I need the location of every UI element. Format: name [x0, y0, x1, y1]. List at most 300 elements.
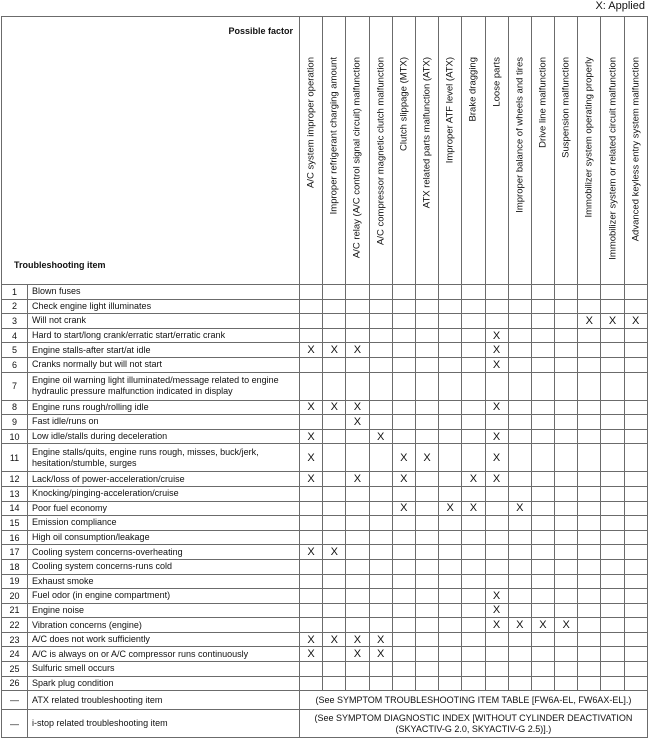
troubleshooting-item: Cooling system concerns-overheating	[28, 545, 300, 560]
empty-cell	[415, 559, 438, 574]
empty-cell	[624, 486, 647, 501]
factor-label: Brake dragging	[467, 57, 479, 122]
empty-cell	[485, 516, 508, 531]
empty-cell	[624, 400, 647, 415]
empty-cell	[555, 328, 578, 343]
empty-cell	[601, 328, 624, 343]
factor-label: Suspension malfunction	[560, 57, 572, 158]
empty-cell	[601, 372, 624, 400]
troubleshooting-item-label: Troubleshooting item	[14, 260, 106, 270]
empty-cell	[369, 314, 392, 329]
table-row	[2, 501, 648, 516]
row-number: 15	[2, 516, 28, 531]
applied-mark: X	[392, 444, 415, 472]
applied-mark: X	[369, 632, 392, 647]
empty-cell	[624, 299, 647, 314]
header-corner-cell	[2, 17, 300, 285]
empty-cell	[624, 343, 647, 358]
table-row	[2, 444, 648, 472]
empty-cell	[485, 285, 508, 300]
empty-cell	[485, 676, 508, 691]
empty-cell	[392, 530, 415, 545]
empty-cell	[462, 328, 485, 343]
applied-mark: X	[415, 444, 438, 472]
empty-cell	[578, 429, 601, 444]
empty-cell	[369, 486, 392, 501]
empty-cell	[369, 662, 392, 677]
empty-cell	[300, 357, 323, 372]
empty-cell	[578, 559, 601, 574]
factor-label: A/C system improper operation	[305, 57, 317, 188]
empty-cell	[346, 314, 369, 329]
empty-cell	[508, 444, 531, 472]
troubleshooting-item: Emission compliance	[28, 516, 300, 531]
table-row	[2, 676, 648, 691]
empty-cell	[555, 647, 578, 662]
empty-cell	[392, 314, 415, 329]
empty-cell	[531, 589, 554, 604]
applied-mark: X	[346, 400, 369, 415]
empty-cell	[415, 299, 438, 314]
empty-cell	[346, 285, 369, 300]
empty-cell	[578, 545, 601, 560]
empty-cell	[624, 357, 647, 372]
row-number: 24	[2, 647, 28, 662]
empty-cell	[531, 299, 554, 314]
empty-cell	[346, 444, 369, 472]
reference-link[interactable]: (See SYMPTOM TROUBLESHOOTING ITEM TABLE [FW6A-EL, FW6AX-EL].)	[300, 691, 648, 710]
empty-cell	[531, 632, 554, 647]
empty-cell	[531, 343, 554, 358]
table-row	[2, 372, 648, 400]
applied-mark: X	[485, 618, 508, 633]
empty-cell	[578, 618, 601, 633]
empty-cell	[555, 372, 578, 400]
empty-cell	[346, 372, 369, 400]
empty-cell	[624, 676, 647, 691]
applied-mark: X	[300, 545, 323, 560]
row-number: 21	[2, 603, 28, 618]
empty-cell	[439, 429, 462, 444]
empty-cell	[624, 429, 647, 444]
empty-cell	[485, 314, 508, 329]
empty-cell	[485, 559, 508, 574]
empty-cell	[601, 530, 624, 545]
empty-cell	[346, 429, 369, 444]
empty-cell	[508, 559, 531, 574]
empty-cell	[555, 589, 578, 604]
factor-label: Drive line malfunction	[537, 57, 549, 148]
troubleshooting-item: Spark plug condition	[28, 676, 300, 691]
empty-cell	[531, 314, 554, 329]
empty-cell	[578, 299, 601, 314]
empty-cell	[601, 357, 624, 372]
empty-cell	[531, 501, 554, 516]
empty-cell	[300, 285, 323, 300]
empty-cell	[369, 444, 392, 472]
applied-mark: X	[300, 472, 323, 487]
empty-cell	[439, 372, 462, 400]
empty-cell	[439, 545, 462, 560]
empty-cell	[392, 429, 415, 444]
empty-cell	[346, 516, 369, 531]
empty-cell	[323, 472, 346, 487]
empty-cell	[555, 444, 578, 472]
empty-cell	[601, 603, 624, 618]
empty-cell	[578, 400, 601, 415]
empty-cell	[369, 618, 392, 633]
empty-cell	[462, 486, 485, 501]
applied-mark: X	[485, 357, 508, 372]
troubleshooting-item: A/C is always on or A/C compressor runs continuously	[28, 647, 300, 662]
empty-cell	[555, 343, 578, 358]
empty-cell	[392, 415, 415, 430]
empty-cell	[508, 372, 531, 400]
empty-cell	[508, 574, 531, 589]
factor-header-cell	[415, 17, 438, 285]
empty-cell	[578, 632, 601, 647]
applied-mark: X	[624, 314, 647, 329]
empty-cell	[300, 415, 323, 430]
empty-cell	[462, 559, 485, 574]
empty-cell	[439, 618, 462, 633]
empty-cell	[439, 516, 462, 531]
empty-cell	[346, 662, 369, 677]
troubleshooting-item: Engine stalls-after start/at idle	[28, 343, 300, 358]
factor-header-cell	[392, 17, 415, 285]
factor-header-cell	[485, 17, 508, 285]
empty-cell	[439, 662, 462, 677]
empty-cell	[323, 516, 346, 531]
applied-mark: X	[462, 501, 485, 516]
empty-cell	[392, 618, 415, 633]
row-number: 8	[2, 400, 28, 415]
factor-label: A/C relay (A/C control signal circuit) malfunction	[351, 57, 363, 259]
empty-cell	[300, 314, 323, 329]
empty-cell	[415, 632, 438, 647]
empty-cell	[439, 328, 462, 343]
empty-cell	[462, 299, 485, 314]
table-row	[2, 472, 648, 487]
empty-cell	[508, 314, 531, 329]
factor-header-cell	[578, 17, 601, 285]
empty-cell	[323, 299, 346, 314]
empty-cell	[624, 415, 647, 430]
empty-cell	[508, 343, 531, 358]
empty-cell	[624, 285, 647, 300]
empty-cell	[555, 676, 578, 691]
empty-cell	[439, 647, 462, 662]
empty-cell	[439, 676, 462, 691]
applied-mark: X	[555, 618, 578, 633]
factor-header-cell	[508, 17, 531, 285]
empty-cell	[323, 589, 346, 604]
table-row	[2, 285, 648, 300]
factor-header-cell	[323, 17, 346, 285]
empty-cell	[369, 357, 392, 372]
empty-cell	[555, 545, 578, 560]
empty-cell	[578, 603, 601, 618]
empty-cell	[323, 559, 346, 574]
empty-cell	[369, 530, 392, 545]
empty-cell	[392, 372, 415, 400]
empty-cell	[300, 603, 323, 618]
row-number: 4	[2, 328, 28, 343]
empty-cell	[415, 486, 438, 501]
empty-cell	[346, 618, 369, 633]
empty-cell	[601, 676, 624, 691]
empty-cell	[624, 632, 647, 647]
empty-cell	[323, 603, 346, 618]
empty-cell	[601, 444, 624, 472]
empty-cell	[555, 662, 578, 677]
applied-mark: X	[531, 618, 554, 633]
empty-cell	[601, 662, 624, 677]
factor-label: Improper balance of wheels and tires	[514, 57, 526, 213]
empty-cell	[555, 559, 578, 574]
row-number: 7	[2, 372, 28, 400]
empty-cell	[531, 328, 554, 343]
table-row	[2, 328, 648, 343]
applied-mark: X	[485, 400, 508, 415]
empty-cell	[462, 343, 485, 358]
applied-mark: X	[323, 545, 346, 560]
table-row	[2, 314, 648, 329]
empty-cell	[624, 545, 647, 560]
applied-mark: X	[485, 603, 508, 618]
empty-cell	[392, 328, 415, 343]
factor-header-cell	[531, 17, 554, 285]
empty-cell	[415, 429, 438, 444]
empty-cell	[578, 574, 601, 589]
applied-mark: X	[346, 472, 369, 487]
troubleshooting-item: Fast idle/runs on	[28, 415, 300, 430]
empty-cell	[392, 676, 415, 691]
empty-cell	[462, 372, 485, 400]
empty-cell	[508, 632, 531, 647]
empty-cell	[300, 662, 323, 677]
empty-cell	[555, 472, 578, 487]
empty-cell	[508, 545, 531, 560]
empty-cell	[369, 285, 392, 300]
empty-cell	[392, 545, 415, 560]
legend-applied: X: Applied	[595, 0, 645, 12]
empty-cell	[485, 415, 508, 430]
empty-cell	[601, 299, 624, 314]
empty-cell	[462, 357, 485, 372]
empty-cell	[531, 357, 554, 372]
empty-cell	[415, 501, 438, 516]
empty-cell	[578, 530, 601, 545]
empty-cell	[485, 662, 508, 677]
applied-mark: X	[369, 429, 392, 444]
empty-cell	[392, 632, 415, 647]
applied-mark: X	[369, 647, 392, 662]
factor-header-cell	[439, 17, 462, 285]
empty-cell	[439, 530, 462, 545]
empty-cell	[415, 545, 438, 560]
table-row	[2, 618, 648, 633]
empty-cell	[485, 486, 508, 501]
empty-cell	[555, 299, 578, 314]
empty-cell	[531, 676, 554, 691]
empty-cell	[578, 472, 601, 487]
empty-cell	[485, 545, 508, 560]
empty-cell	[439, 314, 462, 329]
empty-cell	[485, 501, 508, 516]
applied-mark: X	[508, 501, 531, 516]
empty-cell	[578, 415, 601, 430]
empty-cell	[415, 530, 438, 545]
empty-cell	[323, 372, 346, 400]
applied-mark: X	[485, 589, 508, 604]
empty-cell	[415, 516, 438, 531]
empty-cell	[346, 486, 369, 501]
empty-cell	[531, 647, 554, 662]
empty-cell	[531, 545, 554, 560]
troubleshooting-item: Low idle/stalls during deceleration	[28, 429, 300, 444]
factor-header-cell	[300, 17, 323, 285]
empty-cell	[555, 632, 578, 647]
troubleshooting-item: Lack/loss of power-acceleration/cruise	[28, 472, 300, 487]
empty-cell	[508, 400, 531, 415]
empty-cell	[531, 574, 554, 589]
troubleshooting-item: Cooling system concerns-runs cold	[28, 559, 300, 574]
empty-cell	[415, 328, 438, 343]
empty-cell	[415, 400, 438, 415]
empty-cell	[415, 343, 438, 358]
empty-cell	[415, 647, 438, 662]
applied-mark: X	[323, 400, 346, 415]
troubleshooting-item: Will not crank	[28, 314, 300, 329]
applied-mark: X	[601, 314, 624, 329]
empty-cell	[462, 676, 485, 691]
table-header-row	[2, 17, 648, 285]
row-number: 16	[2, 530, 28, 545]
table-row	[2, 343, 648, 358]
row-number: 23	[2, 632, 28, 647]
applied-mark: X	[346, 343, 369, 358]
empty-cell	[346, 530, 369, 545]
empty-cell	[300, 559, 323, 574]
empty-cell	[624, 662, 647, 677]
empty-cell	[462, 647, 485, 662]
empty-cell	[555, 429, 578, 444]
empty-cell	[624, 472, 647, 487]
empty-cell	[439, 603, 462, 618]
empty-cell	[531, 372, 554, 400]
table-row	[2, 574, 648, 589]
table-row	[2, 647, 648, 662]
empty-cell	[369, 589, 392, 604]
empty-cell	[601, 429, 624, 444]
empty-cell	[346, 299, 369, 314]
table-row	[2, 400, 648, 415]
table-row	[2, 415, 648, 430]
empty-cell	[601, 343, 624, 358]
empty-cell	[392, 574, 415, 589]
empty-cell	[462, 662, 485, 677]
empty-cell	[369, 559, 392, 574]
applied-mark: X	[300, 444, 323, 472]
troubleshooting-item: A/C does not work sufficiently	[28, 632, 300, 647]
empty-cell	[300, 574, 323, 589]
troubleshooting-item: Engine runs rough/rolling idle	[28, 400, 300, 415]
empty-cell	[531, 400, 554, 415]
empty-cell	[392, 285, 415, 300]
empty-cell	[439, 444, 462, 472]
table-row	[2, 530, 648, 545]
empty-cell	[462, 314, 485, 329]
empty-cell	[346, 589, 369, 604]
empty-cell	[462, 415, 485, 430]
empty-cell	[508, 285, 531, 300]
empty-cell	[485, 647, 508, 662]
empty-cell	[624, 589, 647, 604]
factor-header-cell	[369, 17, 392, 285]
empty-cell	[462, 574, 485, 589]
table-row	[2, 545, 648, 560]
empty-cell	[369, 343, 392, 358]
empty-cell	[578, 589, 601, 604]
troubleshooting-item: Sulfuric smell occurs	[28, 662, 300, 677]
empty-cell	[300, 486, 323, 501]
troubleshooting-item: Fuel odor (in engine compartment)	[28, 589, 300, 604]
empty-cell	[439, 299, 462, 314]
reference-link[interactable]: (See SYMPTOM DIAGNOSTIC INDEX [WITHOUT CYLINDER DEACTIVATION (SKYACTIV-G 2.0, SKYACTIV-G 2.5)].)	[300, 710, 648, 738]
factor-label: Improper ATF level (ATX)	[444, 57, 456, 164]
troubleshooting-item: Engine noise	[28, 603, 300, 618]
empty-cell	[415, 618, 438, 633]
empty-cell	[578, 343, 601, 358]
troubleshooting-item: Engine stalls/quits, engine runs rough, misses, buck/jerk, hesitation/stumble, surges	[28, 444, 300, 472]
empty-cell	[439, 357, 462, 372]
empty-cell	[555, 516, 578, 531]
troubleshooting-item: Knocking/pinging-acceleration/cruise	[28, 486, 300, 501]
empty-cell	[323, 662, 346, 677]
applied-mark: X	[485, 444, 508, 472]
empty-cell	[578, 501, 601, 516]
empty-cell	[392, 299, 415, 314]
empty-cell	[624, 574, 647, 589]
empty-cell	[578, 444, 601, 472]
empty-cell	[439, 589, 462, 604]
empty-cell	[392, 400, 415, 415]
empty-cell	[323, 328, 346, 343]
empty-cell	[601, 516, 624, 531]
empty-cell	[323, 647, 346, 662]
empty-cell	[578, 357, 601, 372]
empty-cell	[624, 603, 647, 618]
empty-cell	[555, 285, 578, 300]
empty-cell	[624, 516, 647, 531]
empty-cell	[508, 486, 531, 501]
empty-cell	[439, 472, 462, 487]
empty-cell	[531, 559, 554, 574]
row-number: 13	[2, 486, 28, 501]
empty-cell	[415, 603, 438, 618]
factor-label: Advanced keyless entry system malfunction	[630, 57, 642, 242]
empty-cell	[300, 299, 323, 314]
empty-cell	[601, 589, 624, 604]
empty-cell	[323, 574, 346, 589]
troubleshooting-item: ATX related troubleshooting item	[28, 691, 300, 710]
empty-cell	[531, 415, 554, 430]
table-row	[2, 559, 648, 574]
empty-cell	[601, 647, 624, 662]
empty-cell	[555, 501, 578, 516]
empty-cell	[323, 618, 346, 633]
